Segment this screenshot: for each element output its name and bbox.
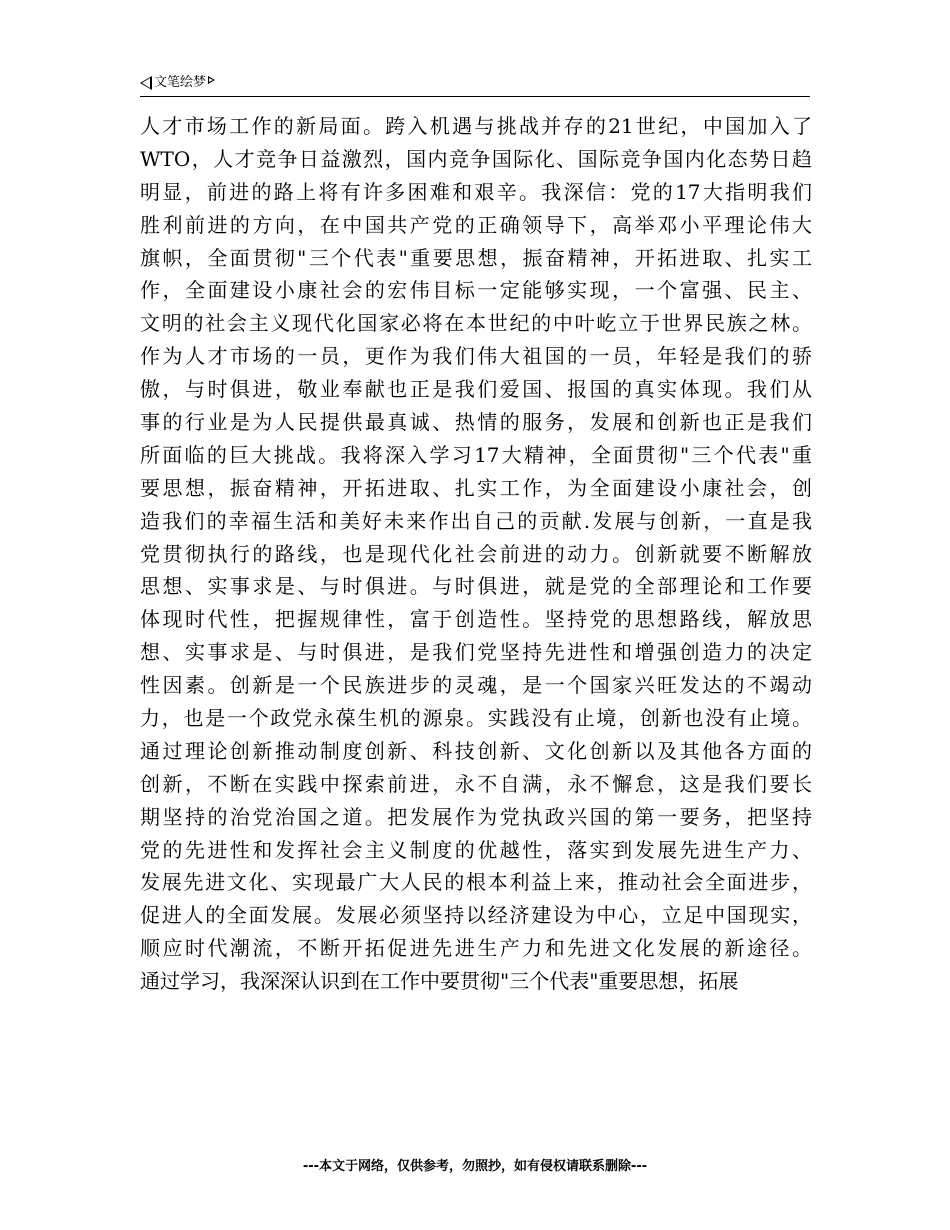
- text-line: 傲，与时俱进，敬业奉献也正是我们爱国、报国的真实体现。我们从: [140, 377, 812, 402]
- text-line: 顺应时代潮流，不断开拓促进先进生产力和先进文化发展的新途径。: [140, 936, 812, 961]
- text-line: 旗帜，全面贯彻"三个代表"重要思想，振奋精神，开拓进取、扎实工: [140, 245, 812, 270]
- document-body: [140, 110, 812, 998]
- header-logo: [140, 74, 215, 92]
- text-line: 通过学习，我深深认识到在工作中要贯彻"三个代表"重要思想，拓展: [140, 969, 739, 994]
- text-line: 所面临的巨大挑战。我将深入学习17大精神，全面贯彻"三个代表"重: [140, 442, 812, 467]
- text-line: 性因素。创新是一个民族进步的灵魂，是一个国家兴旺发达的不竭动: [140, 673, 812, 698]
- text-line: 党贯彻执行的路线，也是现代化社会前进的动力。创新就要不断解放: [140, 541, 812, 566]
- header-logo-text: 文笔绘梦: [154, 75, 207, 90]
- text-line: 文明的社会主义现代化国家必将在本世纪的中叶屹立于世界民族之林。: [140, 311, 812, 336]
- text-line: WTO，人才竞争日益激烈，国内竞争国际化、国际竞争国内化态势日趋: [140, 146, 812, 171]
- text-line: 要思想，振奋精神，开拓进取、扎实工作，为全面建设小康社会，创: [140, 475, 812, 500]
- text-line: 思想、实事求是、与时俱进。与时俱进，就是党的全部理论和工作要: [140, 574, 812, 599]
- page-header: [140, 74, 810, 97]
- triangle-right-icon: [208, 76, 215, 84]
- text-line: 想、实事求是、与时俱进，是我们党坚持先进性和增强创造力的决定: [140, 640, 812, 665]
- text-line: 党的先进性和发挥社会主义制度的优越性，落实到发展先进生产力、: [140, 837, 812, 862]
- text-line: 体现时代性，把握规律性，富于创造性。坚持党的思想路线，解放思: [140, 607, 812, 632]
- text-line: 力，也是一个政党永葆生机的源泉。实践没有止境，创新也没有止境。: [140, 706, 812, 731]
- text-line: 促进人的全面发展。发展必须坚持以经济建设为中心，立足中国现实，: [140, 903, 812, 928]
- text-line: 通过理论创新推动制度创新、科技创新、文化创新以及其他各方面的: [140, 738, 812, 763]
- text-line: 造我们的幸福生活和美好未来作出自己的贡献.发展与创新，一直是我: [140, 508, 812, 533]
- text-line: 事的行业是为人民提供最真诚、热情的服务，发展和创新也正是我们: [140, 410, 812, 435]
- text-line: 胜利前进的方向，在中国共产党的正确领导下，高举邓小平理论伟大: [140, 212, 812, 237]
- text-line: 期坚持的治党治国之道。把发展作为党执政兴国的第一要务，把坚持: [140, 804, 812, 829]
- text-line: 明显，前进的路上将有许多困难和艰辛。我深信：党的17大指明我们: [140, 179, 812, 204]
- text-line: 人才市场工作的新局面。跨入机遇与挑战并存的21世纪，中国加入了: [140, 114, 812, 138]
- text-line: 发展先进文化、实现最广大人民的根本利益上来，推动社会全面进步，: [140, 870, 812, 895]
- text-line: 作为人才市场的一员，更作为我们伟大祖国的一员，年轻是我们的骄: [140, 344, 812, 369]
- text-line: 创新，不断在实践中探索前进，永不自满，永不懈怠，这是我们要长: [140, 771, 812, 796]
- text-line: 作，全面建设小康社会的宏伟目标一定能够实现，一个富强、民主、: [140, 278, 812, 303]
- triangle-left-icon: [140, 76, 152, 90]
- page-footer: ---本文于网络，仅供参考，勿照抄，如有侵权请联系删除---: [302, 1159, 648, 1174]
